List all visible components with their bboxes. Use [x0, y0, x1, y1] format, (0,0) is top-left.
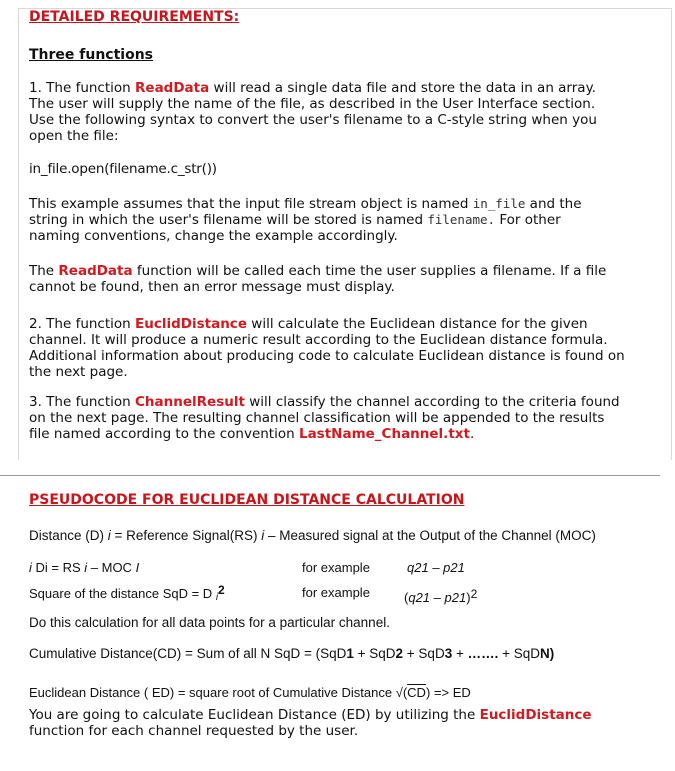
code-filename: filename. — [427, 212, 496, 227]
sub: 21 — [451, 590, 467, 605]
example-label-1: for example — [302, 560, 370, 575]
text: Square of the distance SqD = D — [29, 586, 216, 601]
text: For other — [495, 212, 561, 228]
text: ) — [549, 646, 555, 661]
radicand-cd: $\overline{CD}$ — [407, 685, 426, 700]
section-divider — [0, 475, 660, 476]
text: + SqD — [403, 646, 445, 661]
pseudocode-heading: PSEUDOCODE FOR EUCLIDEAN DISTANCE CALCULATION — [29, 492, 465, 508]
text: and the — [525, 196, 582, 212]
para3-line1 — [29, 263, 606, 279]
text: Distance (D) — [29, 528, 108, 543]
para2-line2 — [29, 212, 561, 228]
requirements-heading: DETAILED REQUIREMENTS: — [29, 9, 240, 25]
var-q: q — [408, 590, 416, 605]
para4-line2: channel. It will produce a numeric result according to the Euclidean distance formula. — [29, 332, 608, 348]
ellipsis: ……. — [467, 646, 499, 661]
final-line1 — [29, 707, 592, 723]
text: string in which the user's filename will be stored is named — [29, 212, 428, 228]
para1-line1 — [29, 80, 596, 96]
text: You are going to calculate Euclidean Distance (ED) by utilizing the — [29, 707, 480, 723]
text: This example assumes that the input file stream object is named — [29, 196, 473, 212]
text: Cumulative Distance(CD) = Sum of all N SqD = (SqD — [29, 646, 347, 661]
sub: 21 — [415, 590, 431, 605]
text: ) — [466, 590, 471, 605]
para1-line4: open the file: — [29, 128, 119, 144]
para4-line4: the next page. — [29, 364, 128, 380]
var-p: p — [443, 560, 451, 575]
function-name-channelresult: ChannelResult — [135, 394, 245, 410]
text: . — [469, 426, 475, 442]
para3-line2: cannot be found, then an error message must display. — [29, 279, 395, 295]
text: will calculate the Euclidean distance for the given — [246, 316, 588, 332]
sub: 21 — [450, 560, 465, 575]
n2: 2 — [395, 646, 404, 661]
text: + SqD — [353, 646, 396, 661]
var-q: q — [407, 560, 415, 575]
code-example: in_file.open(filename.c_str()) — [29, 161, 217, 177]
text: – MOC — [87, 560, 136, 575]
text: will read a single data file and store the data in an array. — [209, 80, 596, 96]
function-name-eucliddistance: EuclidDistance — [479, 707, 592, 723]
text: = Reference Signal(RS) — [110, 528, 262, 543]
exponent: 2 — [218, 583, 225, 597]
text: 1. The function — [29, 80, 136, 96]
n1: 1 — [346, 646, 354, 661]
square-formula — [29, 582, 225, 606]
text: Euclidean Distance ( ED) = square root of Cumulative Distance √( — [29, 685, 408, 700]
exponent: 2 — [470, 587, 478, 601]
text: ) => ED — [425, 685, 471, 700]
para5-line3 — [29, 426, 474, 442]
para5-line1 — [29, 394, 620, 410]
text: + SqD — [498, 646, 541, 661]
example-1 — [407, 560, 465, 576]
index-i: i — [215, 592, 219, 603]
index-i: i — [29, 560, 32, 575]
text: 2. The function — [29, 316, 136, 332]
code-in-file: in_file — [472, 196, 526, 211]
index-i: i — [107, 528, 111, 543]
text: – — [430, 590, 445, 605]
index-i: i — [84, 560, 88, 575]
para1-line3: Use the following syntax to convert the user's filename to a C-style string when you — [29, 112, 597, 128]
all-points-note: Do this calculation for all data points for a particular channel. — [29, 615, 390, 630]
var-p: p — [444, 590, 452, 605]
text: function will be called each time the user supplies a filename. If a file — [132, 263, 607, 279]
para5-line2: on the next page. The resulting channel classification will be appended to the results — [29, 410, 605, 426]
nN: N — [540, 646, 550, 661]
text: 3. The function — [29, 394, 136, 410]
para1-line2: The user will supply the name of the file, as described in the User Interface section. — [29, 96, 596, 112]
cumulative-formula — [29, 646, 554, 662]
text: will classify the channel according to the criteria found — [244, 394, 620, 410]
sub: 21 — [414, 560, 429, 575]
function-name-eucliddistance: EuclidDistance — [135, 316, 247, 332]
function-name-readdata: ReadData — [58, 263, 133, 279]
example-2 — [404, 586, 477, 606]
para2-line3: naming conventions, change the example accordingly. — [29, 228, 398, 244]
example-label-2: for example — [302, 585, 370, 600]
distance-definition — [29, 528, 596, 544]
di-formula — [29, 560, 139, 576]
index-i: I — [135, 560, 140, 575]
text: The — [29, 263, 59, 279]
text: ( — [404, 590, 409, 605]
text: Di = RS — [31, 560, 85, 575]
para2-line1 — [29, 196, 582, 212]
index-i: i — [261, 528, 265, 543]
three-functions-subheading: Three functions — [29, 47, 154, 63]
results-filename: LastName_Channel.txt — [298, 426, 470, 442]
euclidean-formula — [29, 685, 471, 701]
text: file named according to the convention — [29, 426, 299, 442]
final-line2: function for each channel requested by the user. — [29, 723, 359, 739]
text: – — [428, 560, 444, 575]
n3: 3 — [444, 646, 453, 661]
text: + — [452, 646, 468, 661]
text: – Measured signal at the Output of the Channel (MOC) — [264, 528, 596, 543]
para4-line3: Additional information about producing code to calculate Euclidean distance is found on — [29, 348, 625, 364]
function-name-readdata: ReadData — [135, 80, 210, 96]
para4-line1 — [29, 316, 588, 332]
